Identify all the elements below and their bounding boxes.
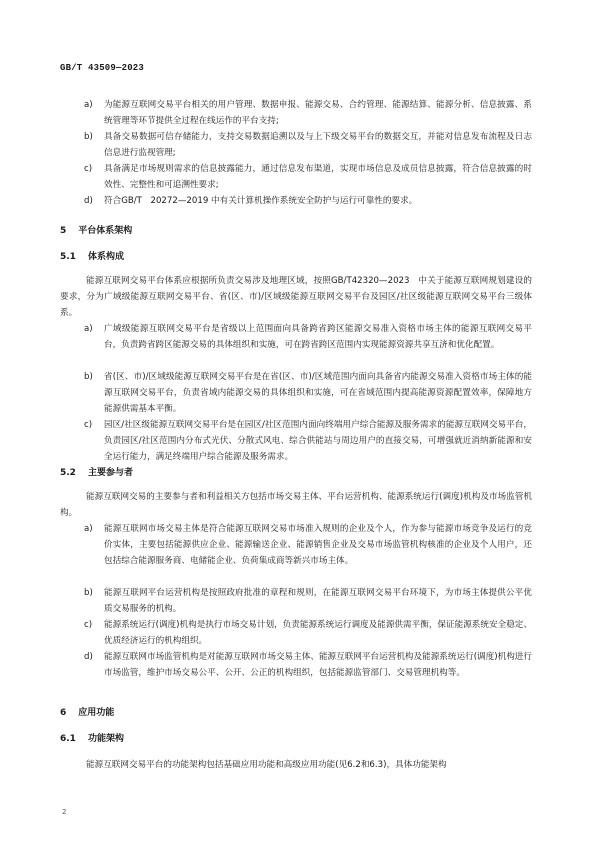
page-number: 2 xyxy=(62,808,67,816)
list-marker: c) xyxy=(84,164,93,174)
section-6-heading xyxy=(60,705,114,721)
section-5-2-heading xyxy=(60,465,133,481)
list-item xyxy=(84,321,532,353)
section-number: 5 xyxy=(60,226,67,236)
section-6-1-paragraph: 能源互联网交易平台的功能架构包括基础应用功能和高级应用功能(见6.2和6.3)，具体功能架构 xyxy=(86,760,447,770)
list-item xyxy=(84,369,532,417)
list-item xyxy=(84,649,532,681)
list-item xyxy=(84,417,532,465)
list-text: 具备满足市场规则需求的信息披露能力，通过信息发布渠道，实现市场信息及成员信息披露，符合信息披露的时效性、完整性和可追溯性要求; xyxy=(104,164,532,190)
list-text: 能源互联网平台运营机构是按照政府批准的章程和规则，在能源互联网交易平台环境下，为市场主体提供公平优质交易服务的机构。 xyxy=(104,588,532,614)
list-marker: d) xyxy=(84,196,93,206)
list-text: 能源互联网市场交易主体是符合能源互联网交易市场准入规则的企业及个人，作为参与能源市场竞争及运行的竞价实体，主要包括能源供应企业、能源输送企业、能源销售企业及交易市场监管机构核准的企业及个人用户，还包括综合能源服务商、电储能企业、负荷集成商等新兴市场主体。 xyxy=(104,524,532,566)
list-marker: a) xyxy=(84,100,93,110)
section-6-1-heading xyxy=(60,731,124,747)
list-text: 符合GB/T 20272—2019 中有关计算机操作系统安全防护与运行可靠性的要求。 xyxy=(104,196,418,206)
section-title: 体系构成 xyxy=(87,252,124,262)
list-marker: a) xyxy=(84,524,93,534)
section-number: 5.1 xyxy=(60,252,76,262)
section-5-1-heading xyxy=(60,249,124,265)
list-item xyxy=(84,129,532,161)
list-item xyxy=(84,585,532,617)
list-marker: c) xyxy=(84,620,93,630)
list-marker: b) xyxy=(84,588,93,598)
list-text: 能源系统运行(调度)机构是执行市场交易计划，负责能源系统运行调度及能源供需平衡，保证能源系统安全稳定、优质经济运行的机构组织。 xyxy=(104,620,532,646)
list-item xyxy=(84,161,532,193)
list-item xyxy=(84,193,532,209)
list-item xyxy=(84,521,532,569)
list-item xyxy=(84,97,532,129)
list-text: 能源互联网市场监管机构是对能源互联网市场交易主体、能源互联网平台运营机构及能源系统运行(调度)机构进行市场监管，维护市场交易公平、公开、公正的机构组织，包括能源监管部门、交易管理机构等。 xyxy=(104,652,532,678)
section-5-heading xyxy=(60,223,132,239)
list-item xyxy=(84,617,532,649)
list-text: 园区/社区级能源互联网交易平台是在园区/社区范围内面向终端用户综合能源及服务需求的能源互联网交易平台，负责园区/社区范围内分布式光伏、分散式风电、综合供能站与周边用户的直接交易，可增强就近消纳新能源和安全运行能力，满足终端用户综合能源及服务需求。 xyxy=(104,420,532,462)
section-title: 功能架构 xyxy=(87,734,124,744)
section-number: 5.2 xyxy=(60,468,76,478)
standard-code-header: GB/T 43509—2023 xyxy=(60,63,145,73)
list-text: 为能源互联网交易平台相关的用户管理、数据申报、能源交易、合约管理、能源结算、能源分析、信息披露、系统管理等环节提供全过程在线运作的平台支持; xyxy=(104,100,532,126)
list-text: 省(区、市)/区域级能源互联网交易平台是在省(区、市)/区域范围内面向具备省内能源交易准入资格市场主体的能源互联网交易平台，负责省域内能源交易的具体组织和实施，可在省域范围内提高能源资源配置效率，保障地方能源供需基本平衡。 xyxy=(104,372,532,414)
section-number: 6.1 xyxy=(60,734,76,744)
list-marker: c) xyxy=(84,420,93,430)
list-marker: b) xyxy=(84,372,93,382)
list-marker: d) xyxy=(84,652,93,662)
section-title: 平台体系架构 xyxy=(78,226,133,236)
section-5-1-paragraph: 能源互联网交易平台体系应根据所负责交易涉及地理区域，按照GB/T42320—2023 中关于能源互联网规划建设的要求，分为广域级能源互联网交易平台、省(区、市)/区域级能源互联网交易平台及园区/社区级能源互联网交易平台三级体系。 xyxy=(60,276,532,318)
list-marker: b) xyxy=(84,132,93,142)
section-number: 6 xyxy=(60,708,67,718)
list-text: 具备交易数据可信存储能力，支持交易数据追溯以及与上下级交易平台的数据交互，并能对信息发布流程及日志信息进行监视管理; xyxy=(104,132,532,158)
list-text: 广域级能源互联网交易平台是省级以上范围面向具备跨省跨区能源交易准入资格市场主体的能源互联网交易平台，负责跨省跨区能源交易的具体组织和实施，可在跨省跨区范围内实现能源资源共享互济和优化配置。 xyxy=(104,324,532,350)
section-title: 应用功能 xyxy=(78,708,115,718)
list-marker: a) xyxy=(84,324,93,334)
section-title: 主要参与者 xyxy=(87,468,133,478)
section-5-2-paragraph: 能源互联网交易的主要参与者和利益相关方包括市场交易主体、平台运营机构、能源系统运行(调度)机构及市场监管机构。 xyxy=(60,492,532,518)
